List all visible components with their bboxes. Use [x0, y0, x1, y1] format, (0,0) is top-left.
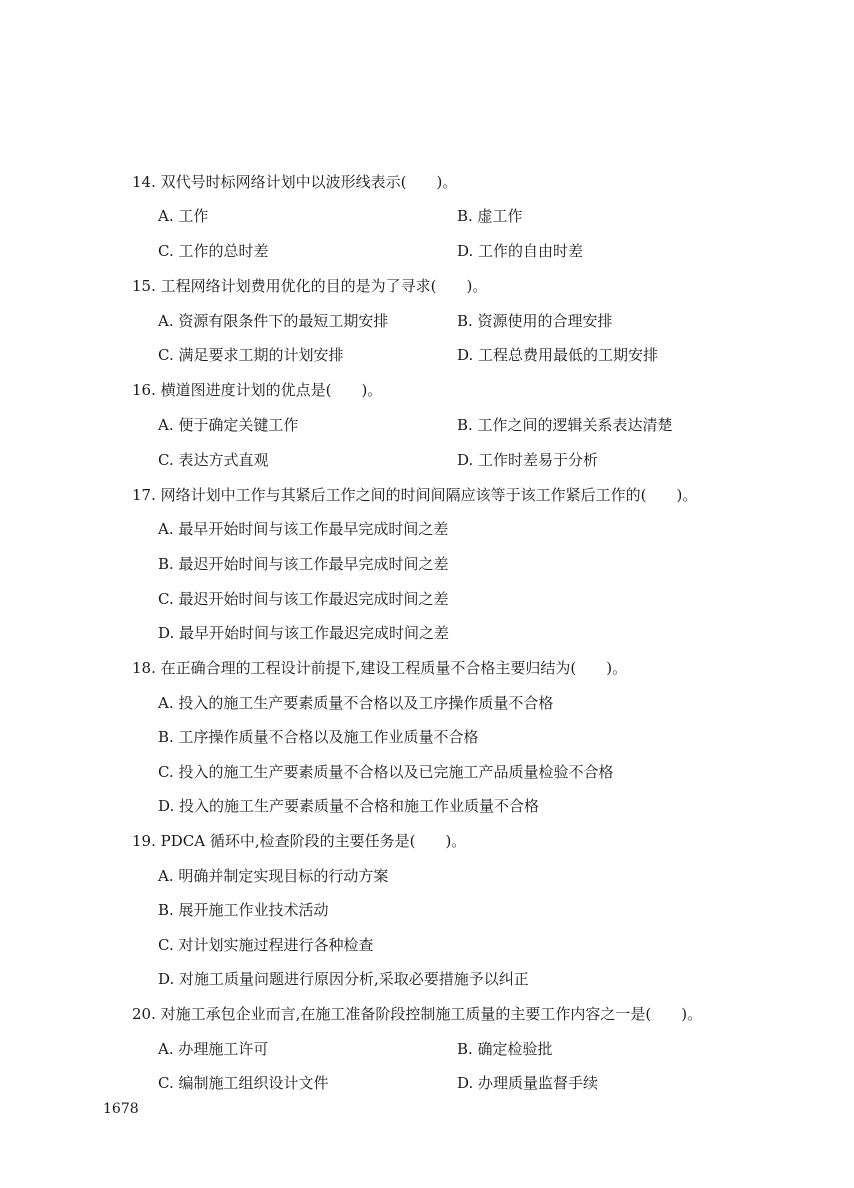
question-18-option-d: D. 投入的施工生产要素质量不合格和施工作业质量不合格: [158, 797, 540, 815]
question-19-option-b: B. 展开施工作业技术活动: [158, 901, 329, 919]
question-20-option-d: D. 办理质量监督手续: [457, 1074, 599, 1092]
question-19-option-d: D. 对施工质量问题进行原因分析,采取必要措施予以纠正: [158, 970, 529, 988]
question-19-option-a: A. 明确并制定实现目标的行动方案: [158, 867, 389, 885]
question-17-option-b: B. 最迟开始时间与该工作最早完成时间之差: [158, 555, 449, 573]
question-17-option-a: A. 最早开始时间与该工作最早完成时间之差: [158, 520, 449, 538]
question-20-option-c: C. 编制施工组织设计文件: [158, 1074, 329, 1092]
question-15: 15. 工程网络计划费用优化的目的是为了寻求( )。: [132, 277, 488, 295]
question-14-option-a: A. 工作: [158, 207, 209, 225]
question-20-option-b: B. 确定检验批: [457, 1040, 553, 1058]
question-17-option-c: C. 最迟开始时间与该工作最迟完成时间之差: [158, 590, 449, 608]
question-16-option-d: D. 工作时差易于分析: [457, 451, 599, 469]
page-number: 1678: [103, 1101, 139, 1117]
question-16-option-b: B. 工作之间的逻辑关系表达清楚: [457, 416, 673, 434]
question-14-option-c: C. 工作的总时差: [158, 242, 269, 260]
question-14-option-d: D. 工作的自由时差: [457, 242, 584, 260]
question-20-option-a: A. 办理施工许可: [158, 1040, 269, 1058]
question-14: 14. 双代号时标网络计划中以波形线表示( )。: [132, 173, 458, 191]
question-19: 19. PDCA 循环中,检查阶段的主要任务是( )。: [132, 832, 467, 850]
question-17-option-d: D. 最早开始时间与该工作最迟完成时间之差: [158, 624, 450, 642]
question-14-option-b: B. 虚工作: [457, 207, 523, 225]
question-18-option-a: A. 投入的施工生产要素质量不合格以及工序操作质量不合格: [158, 694, 554, 712]
question-16-option-a: A. 便于确定关键工作: [158, 416, 299, 434]
question-15-option-c: C. 满足要求工期的计划安排: [158, 346, 344, 364]
question-20: 20. 对施工承包企业而言,在施工准备阶段控制施工质量的主要工作内容之一是( )。: [132, 1005, 703, 1023]
question-18: 18. 在正确合理的工程设计前提下,建设工程质量不合格主要归结为( )。: [132, 659, 628, 677]
question-19-option-c: C. 对计划实施过程进行各种检查: [158, 936, 374, 954]
question-15-option-a: A. 资源有限条件下的最短工期安排: [158, 312, 389, 330]
question-17: 17. 网络计划中工作与其紧后工作之间的时间间隔应该等于该工作紧后工作的( )。: [132, 486, 698, 504]
question-16: 16. 横道图进度计划的优点是( )。: [132, 381, 383, 399]
question-16-option-c: C. 表达方式直观: [158, 451, 269, 469]
question-18-option-c: C. 投入的施工生产要素质量不合格以及已完施工产品质量检验不合格: [158, 763, 614, 781]
question-18-option-b: B. 工序操作质量不合格以及施工作业质量不合格: [158, 728, 479, 746]
question-15-option-b: B. 资源使用的合理安排: [457, 312, 613, 330]
question-15-option-d: D. 工程总费用最低的工期安排: [457, 346, 659, 364]
